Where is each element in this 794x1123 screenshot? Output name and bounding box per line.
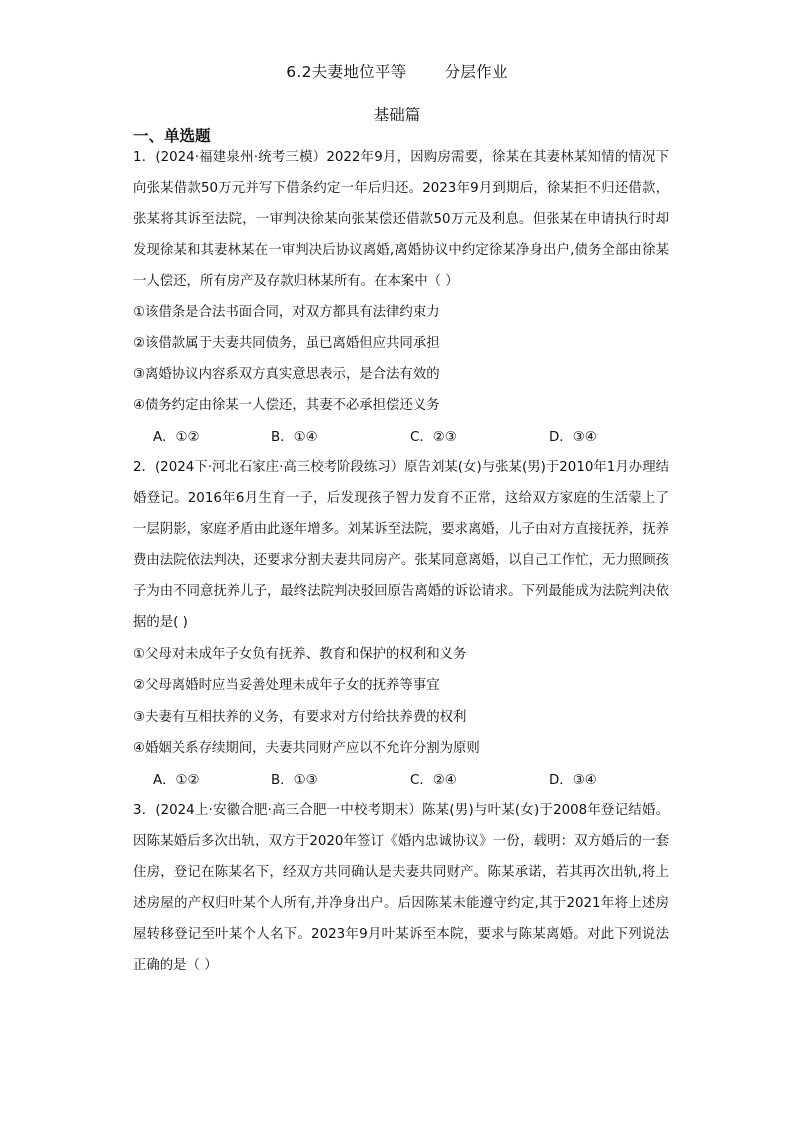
question-2-choice-b[interactable]: B．①③ <box>271 773 318 788</box>
question-2-choice-c[interactable]: C．②④ <box>410 773 457 788</box>
level-subtitle: 基础篇 <box>373 106 421 124</box>
question-2-choice-d[interactable]: D．③④ <box>549 773 597 788</box>
question-2-stem: 2．(2024下·河北石家庄·高三校考阶段练习）原告刘某(女)与张某(男)于2010年1月办理结婚登记。2016年6月生育一子，后发现孩子智力发育不正常，这给双方家庭的生活蒙上了一层阴影，家庭矛盾由此逐年增多。刘某诉至法院，要求离婚，儿子由对方直接抚养，抚养费由法院依法判决，还要求分割夫妻共同房产。张某同意离婚，以自己工作忙，无力照顾孩子为由不同意抚养儿子，最终法院判决驳回原告离婚的诉讼请求。下列最能成为法院判决依据的是( ) <box>133 460 669 630</box>
question-1-option-2: ②该借款属于夫妻共同债务，虽已离婚但应共同承担 <box>133 336 440 351</box>
question-2-option-2: ②父母离婚时应当妥善处理未成年子女的抚养等事宜 <box>133 678 440 693</box>
question-2-choice-a[interactable]: A．①② <box>153 773 200 788</box>
section-heading: 一、单选题 <box>133 127 211 145</box>
question-2-option-4: ④婚姻关系存续期间，夫妻共同财产应以不允许分割为原则 <box>133 741 480 756</box>
question-2-option-3: ③夫妻有互相扶养的义务，有要求对方付给扶养费的权利 <box>133 710 467 725</box>
question-1-choice-a[interactable]: A．①② <box>153 430 200 445</box>
question-1-stem: 1．(2024·福建泉州·统考三模）2022年9月，因购房需要，徐某在其妻林某知情的情况下向张某借款50万元并写下借条约定一年后归还。2023年9月到期后，徐某拒不归还借款，张某将其诉至法院，一审判决徐某向张某偿还借款50万元及利息。但张某在申请执行时却发现徐某和其妻林某在一审判决后协议离婚,离婚协议中约定徐某净身出户,债务全部由徐某一人偿还，所有房产及存款归林某所有。在本案中（ ） <box>133 150 669 289</box>
title-type: 分层作业 <box>444 63 508 81</box>
document-title <box>0 60 794 82</box>
question-1-choice-d[interactable]: D．③④ <box>549 430 597 445</box>
question-3-stem: 3．(2024上·安徽合肥·高三合肥一中校考期末）陈某(男)与叶某(女)于2008年登记结婚。因陈某婚后多次出轨，双方于2020年签订《婚内忠诚协议》一份，载明：双方婚后的一套住房，登记在陈某名下，经双方共同确认是夫妻共同财产。陈某承诺，若其再次出轨,将上述房屋的产权归叶某个人所有,并净身出户。后因陈某未能遵守约定,其于2021年将上述房屋转移登记至叶某个人名下。2023年9月叶某诉至本院，要求与陈某离婚。对此下列说法正确的是（ ） <box>133 803 669 973</box>
title-lesson: 6.2夫妻地位平等 <box>286 63 407 81</box>
question-1-choice-c[interactable]: C．②③ <box>410 430 457 445</box>
question-1-choice-b[interactable]: B．①④ <box>271 430 318 445</box>
question-1-option-1: ①该借条是合法书面合同，对双方都具有法律约束力 <box>133 305 440 320</box>
question-1-option-4: ④债务约定由徐某一人偿还，其妻不必承担偿还义务 <box>133 398 440 413</box>
question-1-option-3: ③离婚协议内容系双方真实意思表示，是合法有效的 <box>133 367 440 382</box>
question-2-option-1: ①父母对未成年子女负有抚养、教育和保护的权利和义务 <box>133 647 467 662</box>
